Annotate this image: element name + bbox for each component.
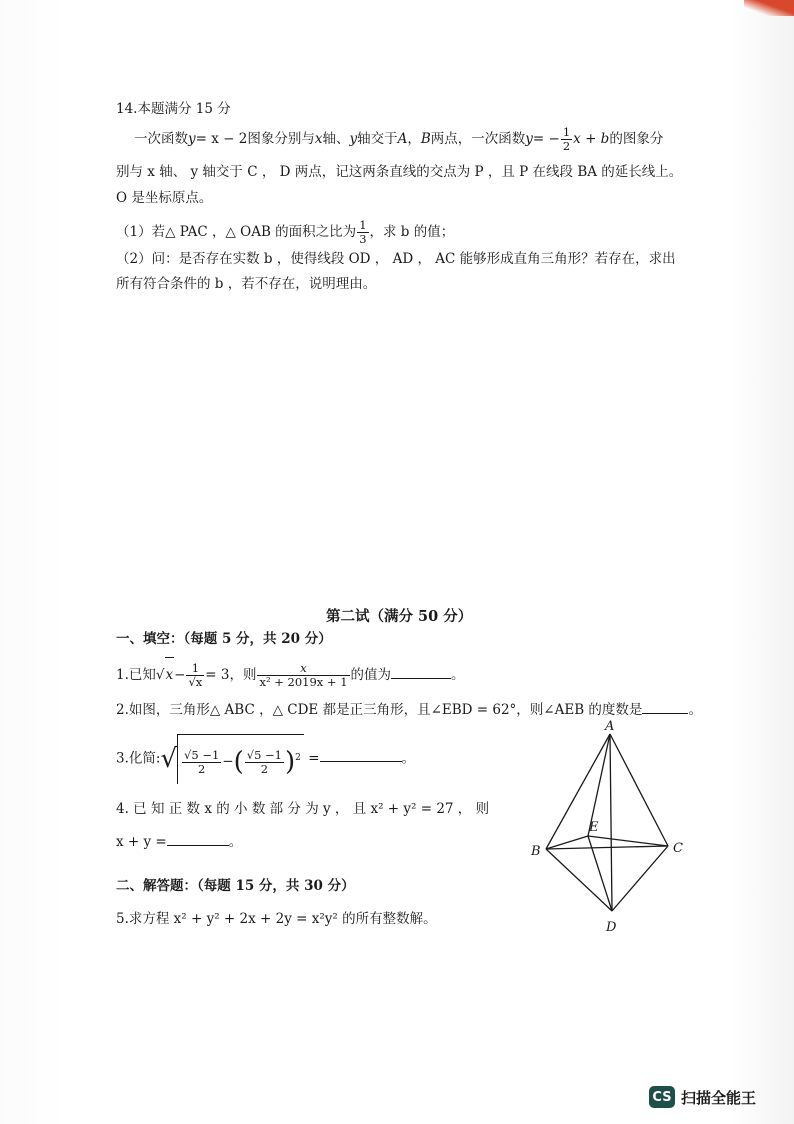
section2-heading: 二、解答题：（每题 15 分，共 30 分） bbox=[116, 878, 355, 894]
segment-AD bbox=[610, 734, 612, 911]
fraction-x-over-poly: $\frac{x}{\text{x² + 2019x + 1}}$ bbox=[259, 661, 348, 689]
section1-heading: 一、填空：（每题 5 分，共 20 分） bbox=[116, 631, 332, 647]
label-E: E bbox=[589, 820, 599, 835]
fill-q2: 2.如图，三角形△ ABC ，△ CDE 都是正三角形，且∠EBD = 62°，则∠AEB 的度数是 。 bbox=[116, 699, 702, 719]
segment-EC bbox=[588, 836, 668, 846]
page-corner-mark bbox=[744, 0, 794, 16]
part2-title: 第二试（满分 50 分） bbox=[326, 608, 473, 625]
label-A: A bbox=[605, 719, 615, 734]
radical-expression: $\frac{√5 -1}{2}$ −( $\frac{√5 -1}{2}$ )$^2$ bbox=[177, 734, 304, 784]
fill-q1: 1.已知√x− $\frac{1}{√x}$ = 3，则 $\frac{x}{\text{x² + 2019x + 1}}$ 的值为 。 bbox=[116, 657, 465, 691]
answer-blank-3 bbox=[320, 747, 402, 762]
cs-logo-icon: CS bbox=[649, 1086, 675, 1108]
q14-line1: 一次函数y= x − 2图象分别与x轴、y轴交于A，B两点，一次函数y= − $\frac{1}{2}$ x + b的图象分 bbox=[134, 125, 664, 153]
fraction-one-third: $\frac{1}{3}$ bbox=[359, 218, 367, 246]
q14-title: 14.本题满分 15 分 bbox=[116, 101, 231, 117]
segment-CD bbox=[612, 846, 668, 911]
app-name: 扫描全能王 bbox=[681, 1088, 757, 1107]
q14-line3: O 是坐标原点。 bbox=[116, 190, 213, 206]
triangle-figure bbox=[520, 718, 700, 940]
answer-blank-2 bbox=[642, 699, 688, 714]
segment-AC bbox=[610, 734, 668, 846]
fill-q3: 3.化简:√ $\frac{√5 -1}{2}$ −( $\frac{√5 -1}{2}$ )$^2$ = 。 bbox=[116, 734, 415, 778]
fill-q4-line2: x + y = 。 bbox=[116, 831, 242, 851]
fraction-1-over-sqrtx: $\frac{1}{√x}$ bbox=[188, 661, 203, 689]
fraction-one-half: $\frac{1}{2}$ bbox=[562, 125, 571, 153]
answer-blank-4 bbox=[167, 831, 229, 846]
fill-q4-line1: 4. 已 知 正 数 x 的 小 数 部 分 为 y ， 且 x² + y² = 27 ， 则 bbox=[116, 801, 490, 817]
segment-AB bbox=[546, 734, 610, 849]
solve-q5: 5.求方程 x² + y² + 2x + 2y = x²y² 的所有整数解。 bbox=[116, 911, 437, 927]
q14-subq2-line2: 所有符合条件的 b ，若不存在，说明理由。 bbox=[116, 276, 377, 292]
camscanner-watermark bbox=[649, 1085, 756, 1109]
label-C: C bbox=[673, 841, 683, 856]
q14-subq2-line1: （2）问：是否存在实数 b ，使得线段 OD ， AD ， AC 能够形成直角三角形？若存在，求出 bbox=[116, 251, 676, 267]
segment-BC bbox=[546, 846, 668, 849]
answer-blank-1 bbox=[391, 664, 451, 679]
q14-line2: 别与 x 轴、 y 轴交于 C ， D 两点，记这两条直线的交点为 P ，且 P 在线段 BA 的延长线上。 bbox=[116, 164, 683, 180]
label-B: B bbox=[531, 844, 541, 859]
q14-subq1: （1）若△ PAC ，△ OAB 的面积之比为 $\frac{1}{3}$ ，求 b 的值； bbox=[116, 218, 455, 246]
label-D: D bbox=[606, 920, 617, 935]
